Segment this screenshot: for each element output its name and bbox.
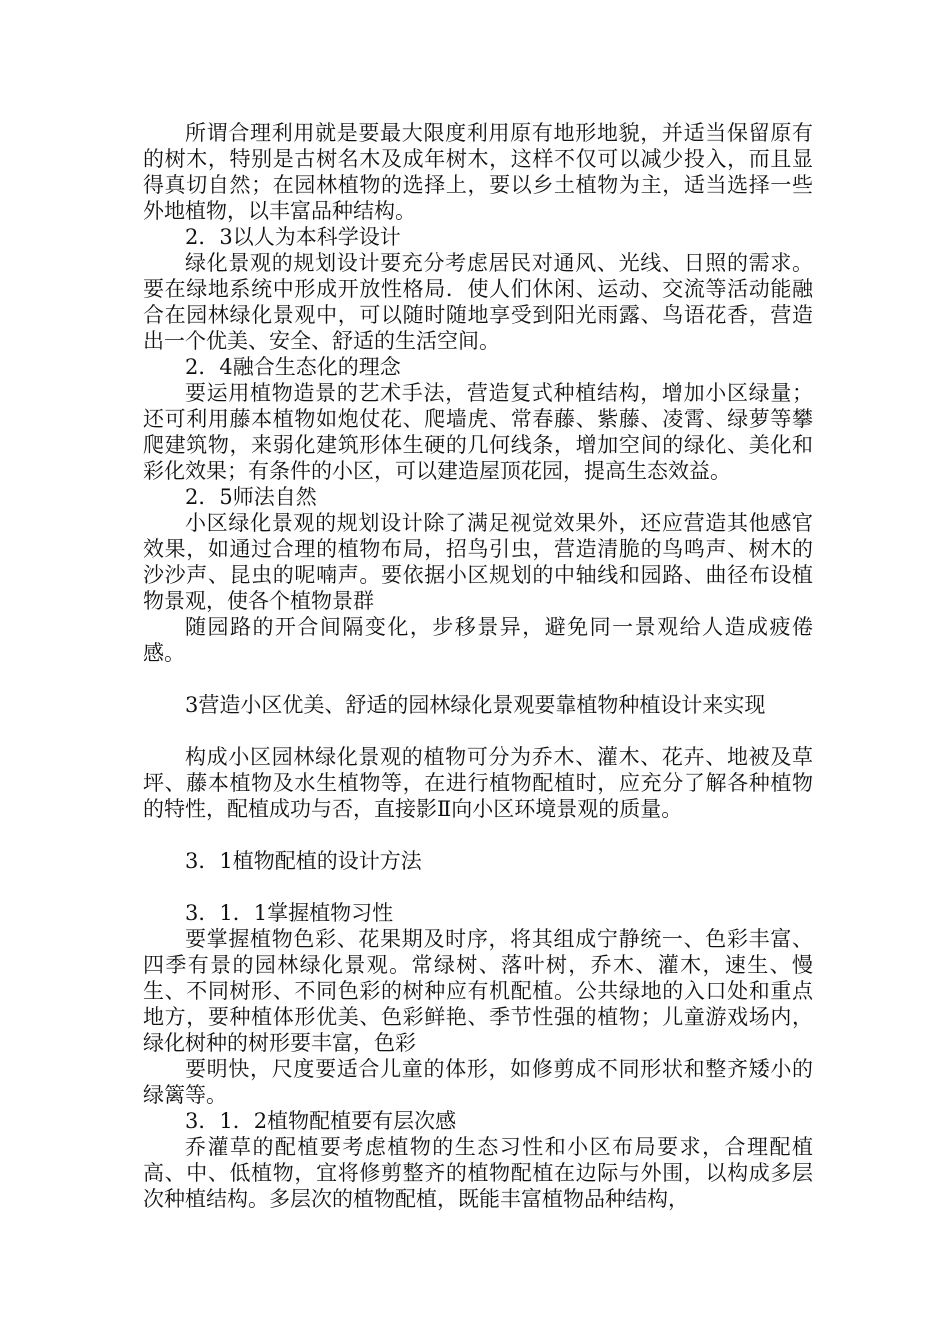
paragraph: 构成小区园林绿化景观的植物可分为乔木、灌木、花卉、地被及草坪、藤本植物及水生植物等，在进行植物配植时，应充分了解各种植物的特性，配植成功与否，直接影Ⅱ向小区环境景观的质量。 <box>143 745 813 821</box>
paragraph: 乔灌草的配植要考虑植物的生态习性和小区布局要求，合理配植高、中、低植物，宜将修剪整齐的植物配植在边际与外围，以构成多层次种植结构。多层次的植物配植，既能丰富植物品种结构， <box>143 1135 813 1211</box>
section-heading-3: 3营造小区优美、舒适的园林绿化景观要靠植物种植设计来实现 <box>185 693 766 717</box>
section-heading-2-5: 2．5师法自然 <box>185 485 317 509</box>
section-heading-2-3: 2．3以人为本科学设计 <box>185 225 401 249</box>
paragraph: 随园路的开合间隔变化，步移景异，避免同一景观给人造成疲倦感。 <box>143 615 813 665</box>
document-body <box>143 120 813 1212</box>
section-heading-3-1: 3．1植物配植的设计方法 <box>185 849 422 873</box>
paragraph: 小区绿化景观的规划设计除了满足视觉效果外，还应营造其他感官效果，如通过合理的植物布局，招鸟引虫，营造清脆的鸟鸣声、树木的沙沙声、昆虫的呢喃声。要依据小区规划的中轴线和园路、曲径布设植物景观，使各个植物景群 <box>143 511 813 613</box>
paragraph: 要掌握植物色彩、花果期及时序，将其组成宁静统一、色彩丰富、四季有景的园林绿化景观。常绿树、落叶树，乔木、灌木，速生、慢生、不同树形、不同色彩的树种应有机配植。公共绿地的入口处和重点地方，要种植体形优美、色彩鲜艳、季节性强的植物；儿童游戏场内，绿化树种的树形要丰富，色彩 <box>143 927 813 1055</box>
section-heading-3-1-2: 3．1．2植物配植要有层次感 <box>185 1109 457 1133</box>
blank-line <box>143 822 813 848</box>
section-heading-3-1-1: 3．1．1掌握植物习性 <box>185 901 394 925</box>
blank-line <box>143 718 813 744</box>
blank-line <box>143 666 813 692</box>
section-heading-2-4: 2．4融合生态化的理念 <box>185 355 401 379</box>
blank-line <box>143 874 813 900</box>
paragraph: 所谓合理利用就是要最大限度利用原有地形地貌，并适当保留原有的树木，特别是古树名木及成年树木，这样不仅可以减少投入，而且显得真切自然；在园林植物的选择上，要以乡土植物为主，适当选择一些外地植物，以丰富品种结构。 <box>143 121 813 223</box>
paragraph: 绿化景观的规划设计要充分考虑居民对通风、光线、日照的需求。要在绿地系统中形成开放性格局．使人们休闲、运动、交流等活动能融合在园林绿化景观中，可以随时随地享受到阳光雨露、鸟语花香，营造出一个优美、安全、舒适的生活空间。 <box>143 251 813 353</box>
paragraph: 要明快，尺度要适合儿童的体形，如修剪成不同形状和整齐矮小的绿篱等。 <box>143 1057 813 1107</box>
paragraph: 要运用植物造景的艺术手法，营造复式种植结构，增加小区绿量；还可利用藤本植物如炮仗花、爬墙虎、常春藤、紫藤、凌霄、绿萝等攀爬建筑物，来弱化建筑形体生硬的几何线条，增加空间的绿化、美化和彩化效果；有条件的小区，可以建造屋顶花园，提高生态效益。 <box>143 381 813 483</box>
